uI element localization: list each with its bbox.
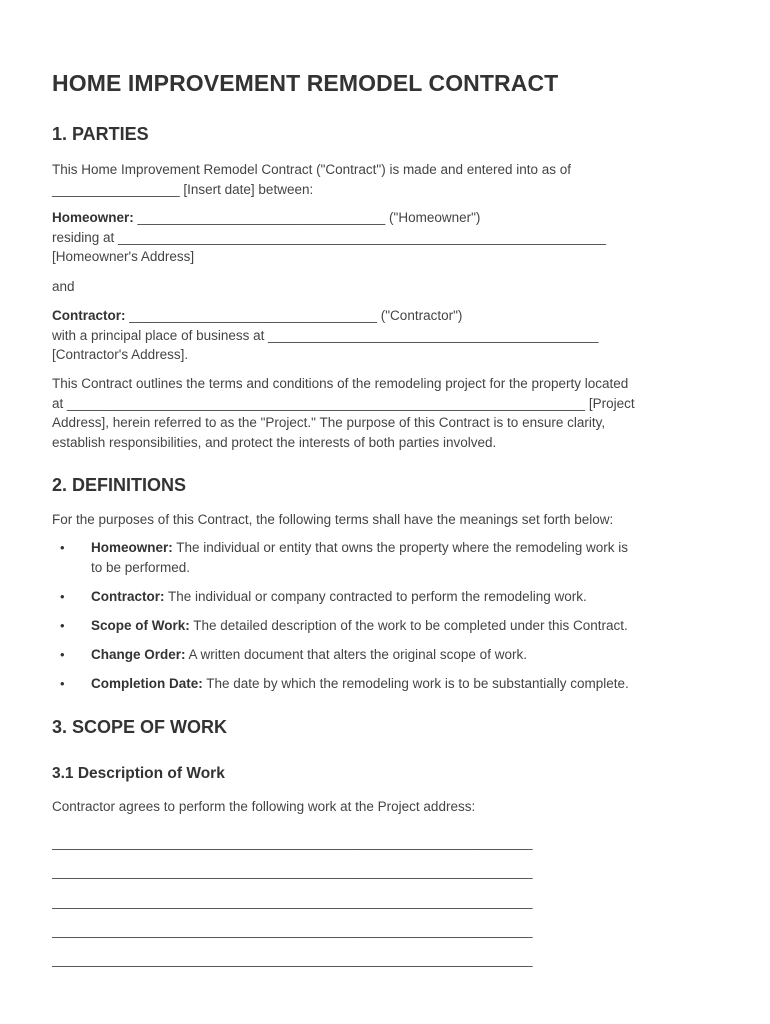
definition-text: A written document that alters the original scope of work. bbox=[185, 646, 527, 662]
bullet-icon: • bbox=[60, 617, 65, 633]
definition-item-completion-date bbox=[52, 674, 722, 694]
definitions-intro: For the purposes of this Contract, the following terms shall have the meanings set forth below: bbox=[52, 512, 614, 527]
outline-line-3: Address], herein referred to as the "Project." The purpose of this Contract is to ensure clarity, bbox=[52, 415, 606, 430]
section-scope-heading: 3. SCOPE OF WORK bbox=[52, 717, 228, 737]
blank-line: ________________________________________________________________ bbox=[52, 922, 533, 938]
scope-intro: Contractor agrees to perform the following work at the Project address: bbox=[52, 799, 476, 814]
contract-outline bbox=[52, 374, 722, 452]
blank-line: ________________________________________________________________ bbox=[52, 952, 533, 968]
bullet-icon: • bbox=[60, 540, 65, 555]
definition-item-change-order bbox=[52, 645, 722, 665]
contractor-line bbox=[52, 306, 722, 326]
work-description-blanks bbox=[52, 828, 612, 974]
outline-line-4: establish responsibilities, and protect the interests of both parties involved. bbox=[52, 434, 497, 450]
homeowner-residing: residing at _________________________________________________________________ bbox=[52, 229, 607, 245]
homeowner-line bbox=[52, 208, 722, 228]
blank-line: ________________________________________________________________ bbox=[52, 864, 533, 880]
section-definitions-heading: 2. DEFINITIONS bbox=[52, 475, 187, 495]
definition-term: Homeowner: bbox=[91, 540, 173, 555]
definition-item-homeowner bbox=[52, 538, 722, 577]
bullet-icon: • bbox=[60, 588, 65, 604]
section-parties-heading: 1. PARTIES bbox=[52, 124, 149, 144]
homeowner-address-hint: [Homeowner's Address] bbox=[52, 249, 195, 264]
definition-item-contractor bbox=[52, 587, 722, 607]
and-text: and bbox=[52, 279, 75, 294]
bullet-icon: • bbox=[60, 675, 65, 691]
homeowner-label: Homeowner: bbox=[52, 210, 134, 225]
definition-text: The detailed description of the work to be completed under this Contract. bbox=[189, 617, 628, 633]
contractor-place: with a principal place of business at ____________________________________________ bbox=[52, 327, 599, 343]
description-of-work-heading: 3.1 Description of Work bbox=[52, 765, 225, 782]
homeowner-block bbox=[52, 208, 722, 267]
document-title: HOME IMPROVEMENT REMODEL CONTRACT bbox=[52, 70, 559, 96]
contractor-label: Contractor: bbox=[52, 308, 126, 323]
definition-term: Change Order: bbox=[91, 646, 186, 662]
definition-term: Contractor: bbox=[91, 588, 165, 604]
parties-intro-line-2: _________________ [Insert date] between: bbox=[52, 181, 314, 197]
definition-term: Scope of Work: bbox=[91, 617, 190, 633]
definition-term: Completion Date: bbox=[91, 675, 203, 691]
definitions-list bbox=[52, 538, 722, 703]
blank-line: ________________________________________________________________ bbox=[52, 893, 533, 909]
outline-line-2: at _____________________________________________________________________ [Project bbox=[52, 395, 635, 411]
definition-text: The date by which the remodeling work is to be substantially complete. bbox=[202, 675, 629, 691]
definition-text: The individual or company contracted to perform the remodeling work. bbox=[164, 588, 587, 604]
contractor-address-hint: [Contractor's Address]. bbox=[52, 347, 189, 362]
bullet-icon: • bbox=[60, 646, 65, 662]
outline-line-1: This Contract outlines the terms and conditions of the remodeling project for the property located bbox=[52, 376, 629, 391]
definition-text: The individual or entity that owns the property where the remodeling work is bbox=[172, 540, 629, 555]
parties-intro bbox=[52, 160, 722, 199]
blank-line: ________________________________________________________________ bbox=[52, 835, 533, 850]
contractor-block bbox=[52, 306, 722, 365]
homeowner-name-blank: _________________________________ ("Homeowner") bbox=[133, 210, 481, 225]
definition-text-cont: to be performed. bbox=[91, 559, 191, 575]
contractor-name-blank: _________________________________ ("Contractor") bbox=[125, 308, 463, 323]
parties-intro-line-1: This Home Improvement Remodel Contract ("Contract") is made and entered into as of bbox=[52, 162, 572, 177]
definition-item-scope-of-work bbox=[52, 616, 722, 636]
